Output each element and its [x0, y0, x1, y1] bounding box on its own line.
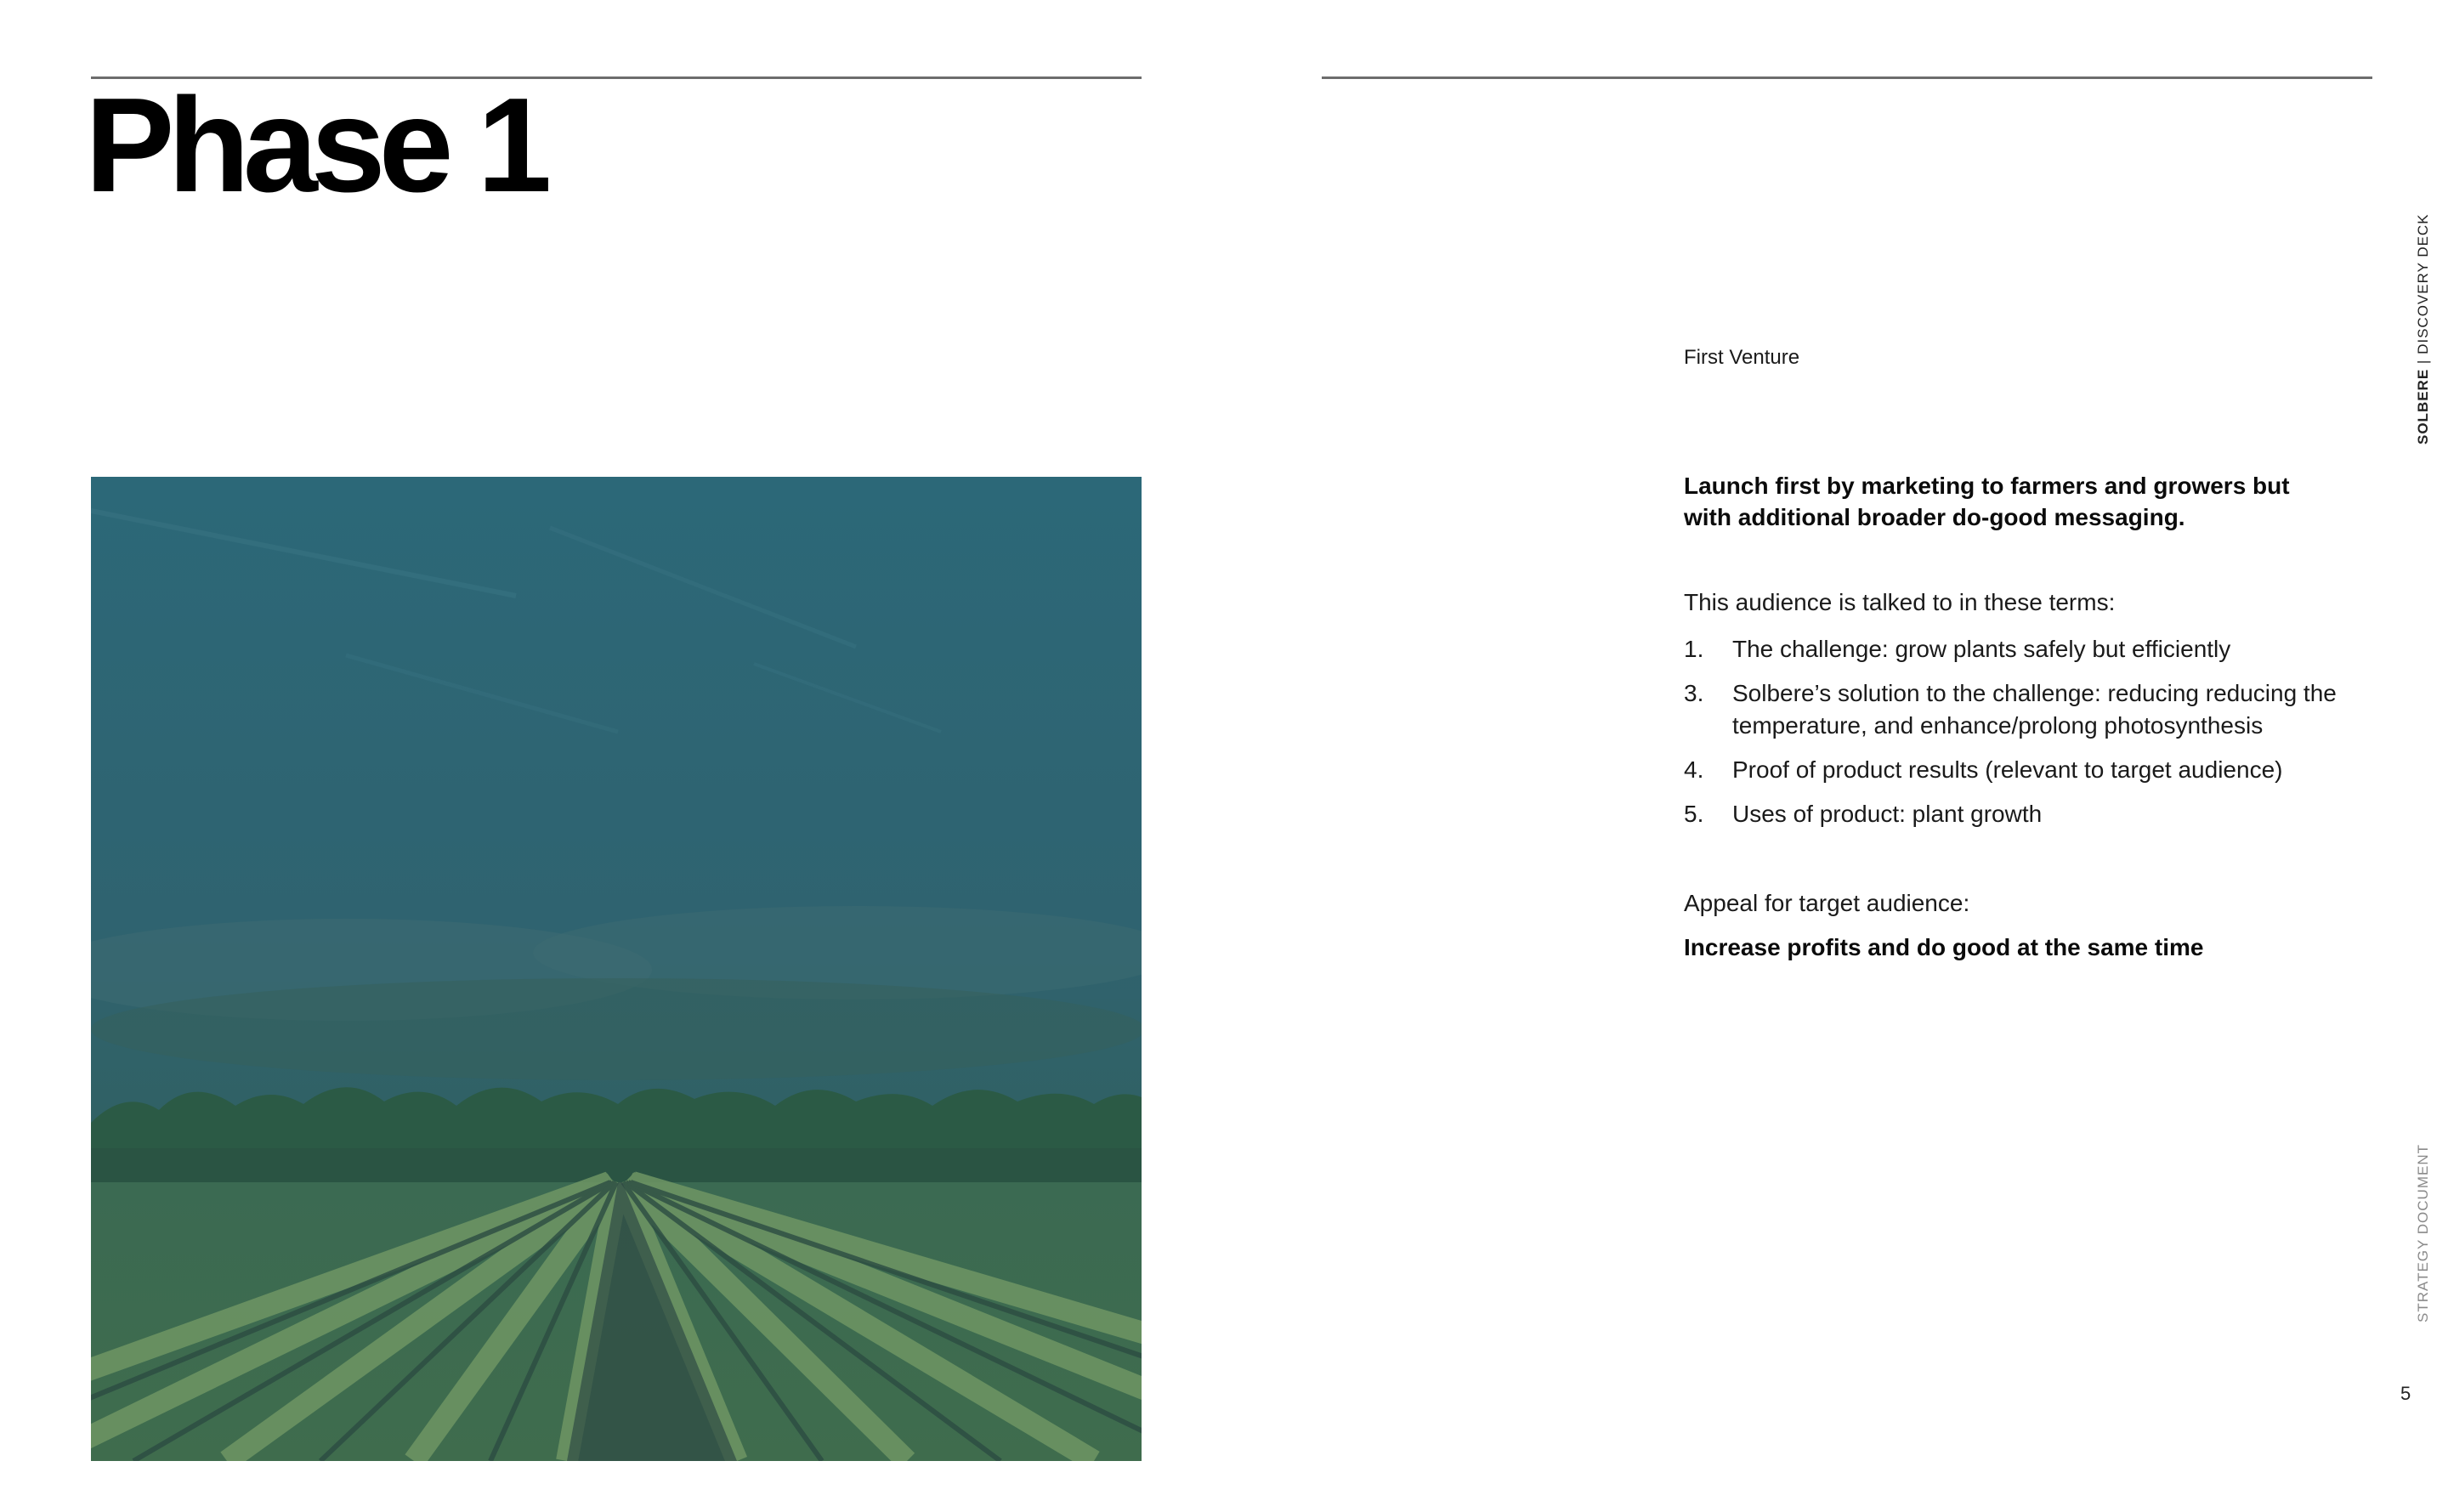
appeal-value: Increase profits and do good at the same time	[1684, 934, 2204, 960]
list-item-number: 1.	[1684, 636, 1704, 662]
section-label: First Venture	[1684, 346, 1800, 369]
list-item-text: Solbere’s solution to the challenge: reducing reducing the temperature, and enhance/prolong photosynthesis	[1732, 680, 2337, 739]
appeal-label: Appeal for target audience:	[1684, 890, 1970, 916]
list-item	[1684, 798, 2364, 830]
list-item-text: Uses of product: plant growth	[1732, 801, 2043, 827]
deck-name: DISCOVERY DECK	[2415, 213, 2431, 354]
page-number: 5	[2400, 1383, 2411, 1404]
list-item-text: The challenge: grow plants safely but efficiently	[1732, 636, 2231, 662]
brand-name: SOLBERE	[2415, 368, 2431, 445]
list-item	[1684, 633, 2364, 665]
intro-text: This audience is talked to in these terms:	[1684, 589, 2116, 615]
list-item-number: 3.	[1684, 680, 1704, 706]
list-item	[1684, 677, 2364, 742]
list-item-number: 4.	[1684, 756, 1704, 783]
field-photo-graphic	[91, 477, 1142, 1461]
top-rule-right	[1322, 76, 2372, 79]
list-item	[1684, 754, 2364, 786]
sidebar-brand-label	[2415, 213, 2440, 445]
headline: Launch first by marketing to farmers and growers but with additional broader do-good messaging.	[1684, 473, 2290, 530]
terms-list	[1684, 633, 2364, 842]
brand-separator: |	[2415, 359, 2431, 365]
list-item-text: Proof of product results (relevant to target audience)	[1732, 756, 2283, 783]
page-title: Phase 1	[85, 71, 546, 220]
list-item-number: 5.	[1684, 801, 1704, 827]
field-rows-photo	[91, 477, 1142, 1461]
sidebar-doc-label: STRATEGY DOCUMENT	[2415, 1144, 2431, 1322]
